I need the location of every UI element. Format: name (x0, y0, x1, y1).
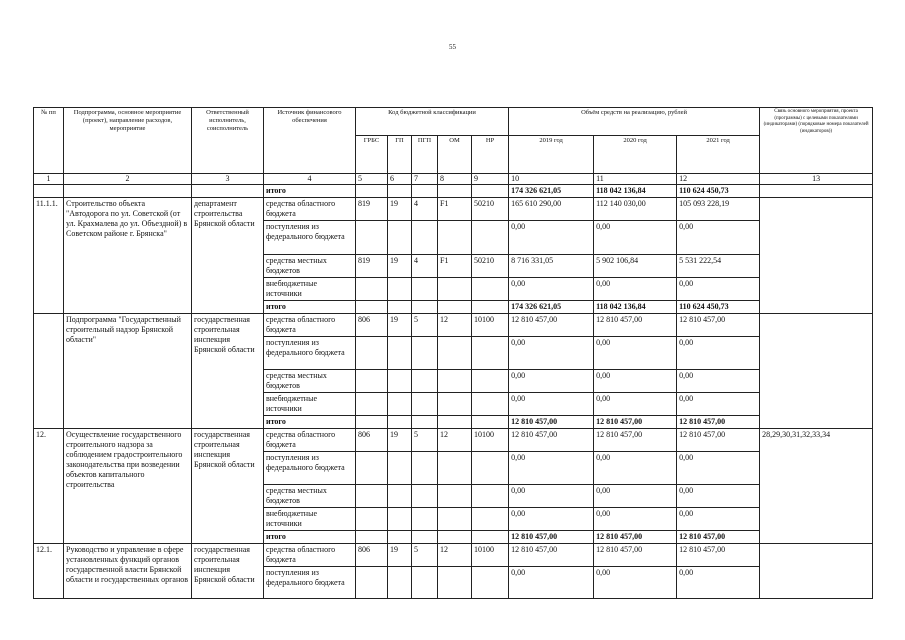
amount-2019: 12 810 457,00 (509, 314, 594, 337)
amount-2019: 0,00 (509, 567, 594, 599)
source-regional: средства областного бюджета (264, 314, 356, 337)
code-om: 12 (438, 544, 472, 567)
amount-2021: 0,00 (677, 393, 760, 416)
itogo-label: итого (264, 416, 356, 429)
col-number: 9 (472, 174, 509, 185)
source-local: средства местных бюджетов (264, 370, 356, 393)
source-regional: средства областного бюджета (264, 429, 356, 452)
code-pgp: 4 (412, 255, 438, 278)
itogo-2020: 12 810 457,00 (594, 416, 677, 429)
header-grbs: ГРБС (356, 136, 388, 174)
code-gp: 19 (388, 314, 412, 337)
amount-2021: 0,00 (677, 567, 760, 599)
itogo-2021: 110 624 450,73 (677, 301, 760, 314)
amount-2021: 0,00 (677, 221, 760, 255)
source-regional: средства областного бюджета (264, 544, 356, 567)
amount-2019: 12 810 457,00 (509, 544, 594, 567)
header-pgp: ПГП (412, 136, 438, 174)
col-number: 3 (192, 174, 264, 185)
amount-2020: 0,00 (594, 485, 677, 508)
amount-2019: 165 610 290,00 (509, 198, 594, 221)
code-grbs: 819 (356, 255, 388, 278)
col-number: 2 (64, 174, 192, 185)
col-number: 12 (677, 174, 760, 185)
itogo-label: итого (264, 185, 356, 198)
code-gp: 19 (388, 429, 412, 452)
itogo-2019: 12 810 457,00 (509, 531, 594, 544)
itogo-2020: 118 042 136,84 (594, 185, 677, 198)
header-om: ОМ (438, 136, 472, 174)
col-number: 7 (412, 174, 438, 185)
page-number: 55 (449, 43, 456, 51)
col-number: 11 (594, 174, 677, 185)
header-nr: НР (472, 136, 509, 174)
source-extrabudget: внебюджетные источники (264, 393, 356, 416)
indicators-cell (760, 544, 873, 599)
code-nr: 50210 (472, 198, 509, 221)
code-nr: 10100 (472, 314, 509, 337)
header-2020: 2020 год (594, 136, 677, 174)
code-om: 12 (438, 429, 472, 452)
source-federal: поступления из федерального бюджета (264, 567, 356, 599)
indicators-cell (760, 314, 873, 429)
header-indicators-link: Связь основного мероприятия, проекта (программы) с целевыми показателями (индикаторами) (порядковые номера показателей (индикаторов)) (760, 108, 873, 174)
measure-name: Руководство и управление в сфере установленных функций органов государственной власти Брянской области и государственных органов (64, 544, 192, 599)
itogo-2020: 12 810 457,00 (594, 531, 677, 544)
header-program: Подпрограмма, основное мероприятие (проект), направление расходов, мероприятие (64, 108, 192, 174)
measure-name: Строительство объекта "Автодорога по ул. Советской (от ул. Крахмалева до ул. Объездной) в Советском районе г. Брянска" (64, 198, 192, 314)
row-number: 12.1. (34, 544, 64, 599)
indicators-cell (760, 198, 873, 314)
code-nr: 50210 (472, 255, 509, 278)
col-number: 1 (34, 174, 64, 185)
code-om: F1 (438, 198, 472, 221)
itogo-2019: 174 326 621,05 (509, 301, 594, 314)
header-responsible: Ответственный исполнитель, соисполнитель (192, 108, 264, 174)
header-gp: ГП (388, 136, 412, 174)
header-2019: 2019 год (509, 136, 594, 174)
amount-2020: 12 810 457,00 (594, 429, 677, 452)
amount-2020: 12 810 457,00 (594, 314, 677, 337)
amount-2019: 0,00 (509, 393, 594, 416)
source-federal: поступления из федерального бюджета (264, 221, 356, 255)
amount-2020: 0,00 (594, 337, 677, 370)
amount-2019: 0,00 (509, 452, 594, 485)
itogo-2021: 110 624 450,73 (677, 185, 760, 198)
row-number (34, 314, 64, 429)
amount-2021: 0,00 (677, 278, 760, 301)
source-local: средства местных бюджетов (264, 485, 356, 508)
header-code-group: Код бюджетной классификации (356, 108, 509, 136)
itogo-label: итого (264, 301, 356, 314)
amount-2019: 12 810 457,00 (509, 429, 594, 452)
amount-2020: 12 810 457,00 (594, 544, 677, 567)
measure-name: Осуществление государственного строительного надзора за соблюдением градостроительного законодательства при возведении объектов капитального строительства (64, 429, 192, 544)
code-om: 12 (438, 314, 472, 337)
amount-2021: 0,00 (677, 337, 760, 370)
amount-2021: 0,00 (677, 485, 760, 508)
amount-2021: 105 093 228,19 (677, 198, 760, 221)
code-grbs: 806 (356, 429, 388, 452)
code-om: F1 (438, 255, 472, 278)
amount-2019: 0,00 (509, 508, 594, 531)
amount-2020: 0,00 (594, 278, 677, 301)
itogo-2020: 118 042 136,84 (594, 301, 677, 314)
indicators-cell: 28,29,30,31,32,33,34 (760, 429, 873, 544)
amount-2021: 0,00 (677, 508, 760, 531)
col-number: 10 (509, 174, 594, 185)
itogo-label: итого (264, 531, 356, 544)
itogo-2021: 12 810 457,00 (677, 416, 760, 429)
header-2021: 2021 год (677, 136, 760, 174)
code-gp: 19 (388, 198, 412, 221)
amount-2019: 0,00 (509, 485, 594, 508)
code-grbs: 806 (356, 314, 388, 337)
amount-2021: 12 810 457,00 (677, 314, 760, 337)
amount-2020: 0,00 (594, 567, 677, 599)
itogo-2019: 174 326 621,05 (509, 185, 594, 198)
header-source: Источник финансового обеспечения (264, 108, 356, 174)
amount-2021: 12 810 457,00 (677, 429, 760, 452)
col-number: 4 (264, 174, 356, 185)
source-local: средства местных бюджетов (264, 255, 356, 278)
col-number: 5 (356, 174, 388, 185)
amount-2020: 0,00 (594, 221, 677, 255)
amount-2020: 112 140 030,00 (594, 198, 677, 221)
itogo-2019: 12 810 457,00 (509, 416, 594, 429)
responsible-executor: департамент строительства Брянской области (192, 198, 264, 314)
code-grbs: 819 (356, 198, 388, 221)
amount-2021: 0,00 (677, 370, 760, 393)
code-nr: 10100 (472, 429, 509, 452)
source-extrabudget: внебюджетные источники (264, 278, 356, 301)
amount-2020: 0,00 (594, 452, 677, 485)
amount-2019: 0,00 (509, 221, 594, 255)
measure-name: Подпрограмма "Государственный строительный надзор Брянской области" (64, 314, 192, 429)
code-gp: 19 (388, 255, 412, 278)
amount-2021: 12 810 457,00 (677, 544, 760, 567)
amount-2021: 0,00 (677, 452, 760, 485)
amount-2020: 0,00 (594, 370, 677, 393)
code-pgp: 5 (412, 429, 438, 452)
header-amount-group: Объём средств на реализацию, рублей (509, 108, 760, 136)
amount-2019: 0,00 (509, 337, 594, 370)
header-num: № пп (34, 108, 64, 174)
amount-2020: 0,00 (594, 508, 677, 531)
col-number: 6 (388, 174, 412, 185)
source-extrabudget: внебюджетные источники (264, 508, 356, 531)
itogo-2021: 12 810 457,00 (677, 531, 760, 544)
code-grbs: 806 (356, 544, 388, 567)
code-pgp: 5 (412, 544, 438, 567)
code-pgp: 4 (412, 198, 438, 221)
row-number: 11.1.1. (34, 198, 64, 314)
amount-2021: 5 531 222,54 (677, 255, 760, 278)
source-federal: поступления из федерального бюджета (264, 337, 356, 370)
budget-table (33, 107, 873, 599)
amount-2019: 0,00 (509, 370, 594, 393)
source-federal: поступления из федерального бюджета (264, 452, 356, 485)
col-number: 8 (438, 174, 472, 185)
responsible-executor: государственная строительная инспекция Брянской области (192, 314, 264, 429)
amount-2020: 5 902 106,84 (594, 255, 677, 278)
amount-2019: 8 716 331,05 (509, 255, 594, 278)
row-number: 12. (34, 429, 64, 544)
col-number: 13 (760, 174, 873, 185)
amount-2020: 0,00 (594, 393, 677, 416)
amount-2019: 0,00 (509, 278, 594, 301)
responsible-executor: государственная строительная инспекция Брянской области (192, 429, 264, 544)
responsible-executor: государственная строительная инспекция Брянской области (192, 544, 264, 599)
code-gp: 19 (388, 544, 412, 567)
code-nr: 10100 (472, 544, 509, 567)
source-regional: средства областного бюджета (264, 198, 356, 221)
code-pgp: 5 (412, 314, 438, 337)
